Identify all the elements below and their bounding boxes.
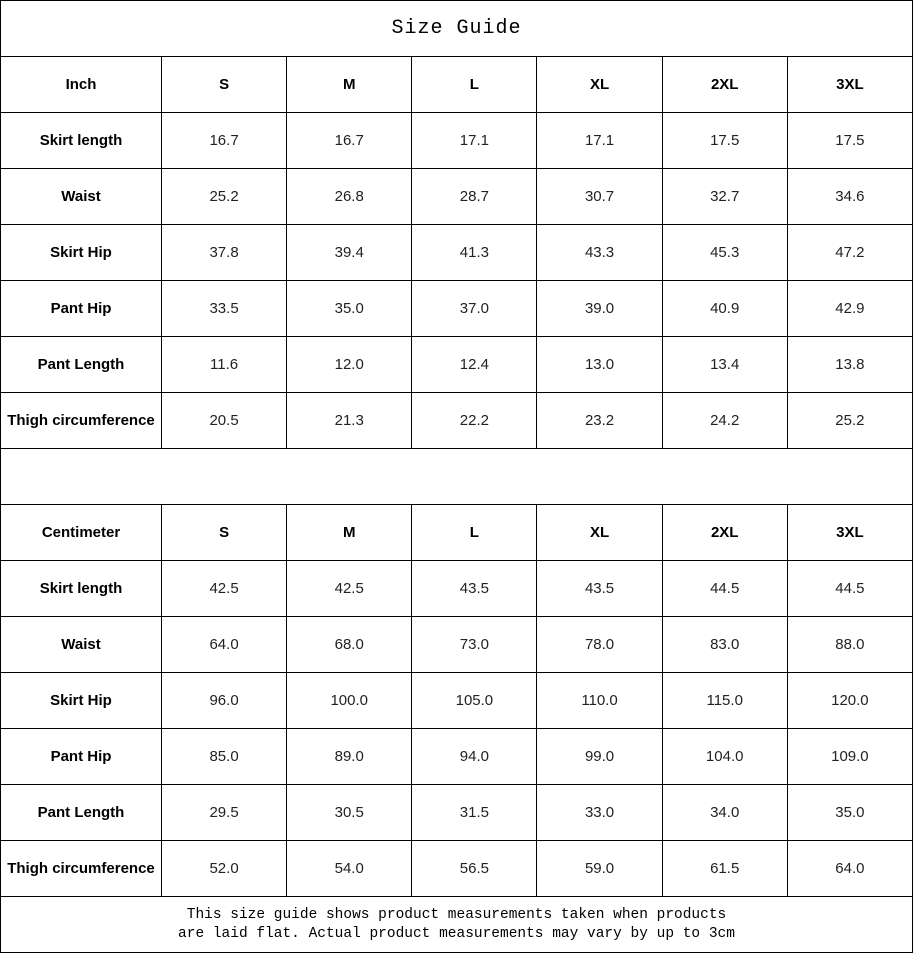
size-header-3xl: 3XL: [787, 57, 912, 113]
value-cell: 61.5: [662, 841, 787, 897]
row-label: Pant Length: [1, 785, 162, 841]
value-cell: 109.0: [787, 729, 912, 785]
value-cell: 12.0: [287, 337, 412, 393]
value-cell: 89.0: [287, 729, 412, 785]
row-label: Waist: [1, 617, 162, 673]
table-row: [1, 841, 913, 897]
value-cell: 73.0: [412, 617, 537, 673]
value-cell: 85.0: [162, 729, 287, 785]
value-cell: 115.0: [662, 673, 787, 729]
value-cell: 22.2: [412, 393, 537, 449]
value-cell: 43.3: [537, 225, 662, 281]
size-header-2xl: 2XL: [662, 57, 787, 113]
value-cell: 44.5: [787, 561, 912, 617]
table-row: [1, 337, 913, 393]
table-row: [1, 673, 913, 729]
value-cell: 35.0: [287, 281, 412, 337]
size-header-3xl: 3XL: [787, 505, 912, 561]
value-cell: 32.7: [662, 169, 787, 225]
value-cell: 43.5: [537, 561, 662, 617]
table-spacer: [1, 449, 913, 505]
inch-unit-header: Inch: [1, 57, 162, 113]
cm-unit-header: Centimeter: [1, 505, 162, 561]
row-label: Thigh circumference: [1, 393, 162, 449]
value-cell: 44.5: [662, 561, 787, 617]
row-label: Skirt length: [1, 113, 162, 169]
footer-line-2: are laid flat. Actual product measurements may vary by up to 3cm: [178, 925, 735, 942]
table-row: [1, 561, 913, 617]
value-cell: 120.0: [787, 673, 912, 729]
value-cell: 17.5: [787, 113, 912, 169]
value-cell: 45.3: [662, 225, 787, 281]
row-label: Skirt Hip: [1, 673, 162, 729]
value-cell: 42.5: [287, 561, 412, 617]
value-cell: 83.0: [662, 617, 787, 673]
value-cell: 35.0: [787, 785, 912, 841]
table-row: [1, 169, 913, 225]
row-label: Pant Hip: [1, 729, 162, 785]
value-cell: 105.0: [412, 673, 537, 729]
value-cell: 40.9: [662, 281, 787, 337]
value-cell: 64.0: [787, 841, 912, 897]
size-header-l: L: [412, 505, 537, 561]
value-cell: 94.0: [412, 729, 537, 785]
value-cell: 26.8: [287, 169, 412, 225]
value-cell: 34.6: [787, 169, 912, 225]
value-cell: 23.2: [537, 393, 662, 449]
page-title: Size Guide: [1, 1, 913, 57]
value-cell: 24.2: [662, 393, 787, 449]
value-cell: 37.0: [412, 281, 537, 337]
size-header-s: S: [162, 57, 287, 113]
value-cell: 28.7: [412, 169, 537, 225]
value-cell: 110.0: [537, 673, 662, 729]
value-cell: 56.5: [412, 841, 537, 897]
size-header-xl: XL: [537, 57, 662, 113]
value-cell: 17.1: [537, 113, 662, 169]
cm-header-row: [1, 505, 913, 561]
size-header-s: S: [162, 505, 287, 561]
footer-note: [1, 897, 913, 953]
value-cell: 30.7: [537, 169, 662, 225]
value-cell: 54.0: [287, 841, 412, 897]
value-cell: 68.0: [287, 617, 412, 673]
value-cell: 12.4: [412, 337, 537, 393]
value-cell: 11.6: [162, 337, 287, 393]
size-header-m: M: [287, 505, 412, 561]
value-cell: 30.5: [287, 785, 412, 841]
row-label: Skirt Hip: [1, 225, 162, 281]
value-cell: 25.2: [787, 393, 912, 449]
value-cell: 13.0: [537, 337, 662, 393]
value-cell: 16.7: [162, 113, 287, 169]
value-cell: 78.0: [537, 617, 662, 673]
value-cell: 88.0: [787, 617, 912, 673]
value-cell: 16.7: [287, 113, 412, 169]
size-header-l: L: [412, 57, 537, 113]
row-label: Waist: [1, 169, 162, 225]
row-label: Skirt length: [1, 561, 162, 617]
size-header-2xl: 2XL: [662, 505, 787, 561]
value-cell: 17.5: [662, 113, 787, 169]
footer-row: [1, 897, 913, 953]
value-cell: 43.5: [412, 561, 537, 617]
table-row: [1, 393, 913, 449]
row-label: Pant Hip: [1, 281, 162, 337]
value-cell: 21.3: [287, 393, 412, 449]
row-label: Pant Length: [1, 337, 162, 393]
footer-line-1: This size guide shows product measurements taken when products: [186, 906, 727, 923]
value-cell: 34.0: [662, 785, 787, 841]
value-cell: 104.0: [662, 729, 787, 785]
value-cell: 64.0: [162, 617, 287, 673]
value-cell: 25.2: [162, 169, 287, 225]
value-cell: 37.8: [162, 225, 287, 281]
inch-header-row: [1, 57, 913, 113]
value-cell: 52.0: [162, 841, 287, 897]
value-cell: 99.0: [537, 729, 662, 785]
value-cell: 59.0: [537, 841, 662, 897]
value-cell: 42.5: [162, 561, 287, 617]
value-cell: 29.5: [162, 785, 287, 841]
value-cell: 41.3: [412, 225, 537, 281]
table-row: [1, 785, 913, 841]
value-cell: 13.4: [662, 337, 787, 393]
value-cell: 42.9: [787, 281, 912, 337]
value-cell: 17.1: [412, 113, 537, 169]
title-row: [1, 1, 913, 57]
row-label: Thigh circumference: [1, 841, 162, 897]
value-cell: 33.5: [162, 281, 287, 337]
size-header-m: M: [287, 57, 412, 113]
size-header-xl: XL: [537, 505, 662, 561]
value-cell: 20.5: [162, 393, 287, 449]
value-cell: 31.5: [412, 785, 537, 841]
table-row: [1, 225, 913, 281]
value-cell: 39.4: [287, 225, 412, 281]
value-cell: 100.0: [287, 673, 412, 729]
table-row: [1, 281, 913, 337]
value-cell: 33.0: [537, 785, 662, 841]
value-cell: 47.2: [787, 225, 912, 281]
table-row: [1, 113, 913, 169]
value-cell: 39.0: [537, 281, 662, 337]
value-cell: 13.8: [787, 337, 912, 393]
table-row: [1, 729, 913, 785]
table-row: [1, 617, 913, 673]
spacer-row: [1, 449, 913, 505]
value-cell: 96.0: [162, 673, 287, 729]
